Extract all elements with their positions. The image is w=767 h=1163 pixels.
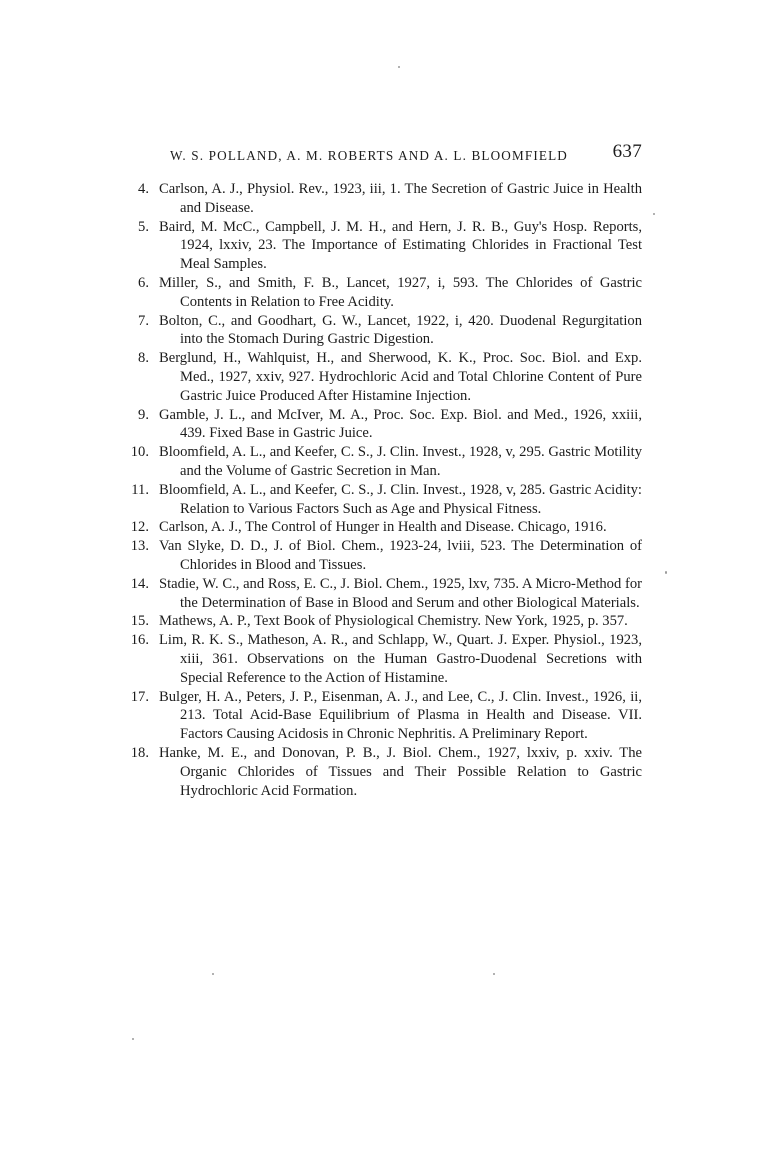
reference-item [108,443,642,481]
reference-item [108,481,642,519]
reference-number: 4. [138,181,149,197]
reference-number: 13. [130,538,149,555]
reference-text: Mathews, A. P., Text Book of Physiological Chemistry. New York, 1925, p. 357. [159,613,628,630]
reference-number: 15. [130,613,149,630]
reference-item [108,537,642,575]
reference-item [108,688,642,744]
reference-item [108,406,642,444]
reference-number: 11. [131,481,149,498]
running-head-authors: W. S. POLLAND, A. M. ROBERTS AND A. L. BLOOMFIELD [170,148,568,163]
reference-text: Hanke, M. E., and Donovan, P. B., J. Biol. Chem., 1927, lxxiv, p. xxiv. The Organic Chlorides of Tissues and Their Possible Relation to Gastric Hydrochloric Acid Formation. [159,744,642,799]
reference-list [108,180,642,800]
scan-speck [212,973,214,975]
reference-number: 6. [138,274,149,291]
reference-text: Bloomfield, A. L., and Keefer, C. S., J. Clin. Invest., 1928, v, 295. Gastric Motility and the Volume of Gastric Secretion in Man. [159,444,642,479]
reference-number: 16. [130,632,149,649]
reference-item [108,612,642,631]
reference-text: Gamble, J. L., and McIver, M. A., Proc. Soc. Exp. Biol. and Med., 1926, xxiii, 439. Fixed Base in Gastric Juice. [159,406,642,442]
reference-text: Carlson, A. J., The Control of Hunger in Health and Disease. Chicago, 1916. [159,519,607,536]
reference-text: Bulger, H. A., Peters, J. P., Eisenman, A. J., and Lee, C., J. Clin. Invest., 1926, ii, 213. Total Acid-Base Equilibrium of Plasma in Health and Disease. VII. Factors Causing Acidosis in Chronic Nephritis. A Preliminary Report. [159,688,642,743]
scan-speck [493,973,495,975]
reference-item [108,274,642,312]
reference-text: Carlson, A. J., Physiol. Rev., 1923, iii, 1. The Secretion of Gastric Juice in Health and Disease. [159,181,642,216]
reference-item [108,180,642,218]
reference-item [108,744,642,800]
reference-item [108,631,642,687]
reference-item [108,349,642,405]
scan-speck [132,1038,134,1040]
reference-text: Berglund, H., Wahlquist, H., and Sherwood, K. K., Proc. Soc. Biol. and Exp. Med., 1927, xxiv, 927. Hydrochloric Acid and Total Chlorine Content of Pure Gastric Juice Produced After Histamine Injection. [159,350,642,404]
reference-text: Stadie, W. C., and Ross, E. C., J. Biol. Chem., 1925, lxv, 735. A Micro-Method for the Determination of Base in Blood and Serum and other Biological Materials. [159,575,642,611]
reference-item [108,218,642,274]
reference-text: Van Slyke, D. D., J. of Biol. Chem., 1923-24, lviii, 523. The Determination of Chlorides in Blood and Tissues. [159,538,642,573]
reference-number: 14. [130,575,149,592]
reference-number: 8. [138,350,149,367]
reference-text: Baird, M. McC., Campbell, J. M. H., and Hern, J. R. B., Guy's Hosp. Reports, 1924, lxxiv, 23. The Importance of Estimating Chlorides in Fractional Test Meal Samples. [159,218,642,273]
reference-text: Bolton, C., and Goodhart, G. W., Lancet, 1922, i, 420. Duodenal Regurgitation into the Stomach During Gastric Digestion. [159,312,642,348]
reference-number: 9. [138,406,149,423]
reference-number: 5. [138,218,149,235]
reference-number: 7. [138,312,149,329]
reference-number: 12. [130,519,149,536]
scan-speck [665,571,667,574]
scan-speck [653,213,655,215]
reference-text: Lim, R. K. S., Matheson, A. R., and Schlapp, W., Quart. J. Exper. Physiol., 1923, xiii, 361. Observations on the Human Gastro-Duodenal Secretions with Special Reference to the Action of Histamine. [159,632,642,686]
scan-speck [398,66,400,68]
reference-number: 17. [130,688,149,705]
reference-text: Bloomfield, A. L., and Keefer, C. S., J. Clin. Invest., 1928, v, 285. Gastric Acidity: Relation to Various Factors Such as Age and Physical Fitness. [159,481,642,517]
reference-number: 18. [130,744,149,761]
reference-item [108,518,642,537]
running-head [170,140,642,166]
reference-item [108,575,642,613]
reference-number: 10. [130,444,149,461]
page-number: 637 [612,141,642,162]
reference-text: Miller, S., and Smith, F. B., Lancet, 1927, i, 593. The Chlorides of Gastric Contents in Relation to Free Acidity. [159,274,642,310]
reference-item [108,312,642,350]
